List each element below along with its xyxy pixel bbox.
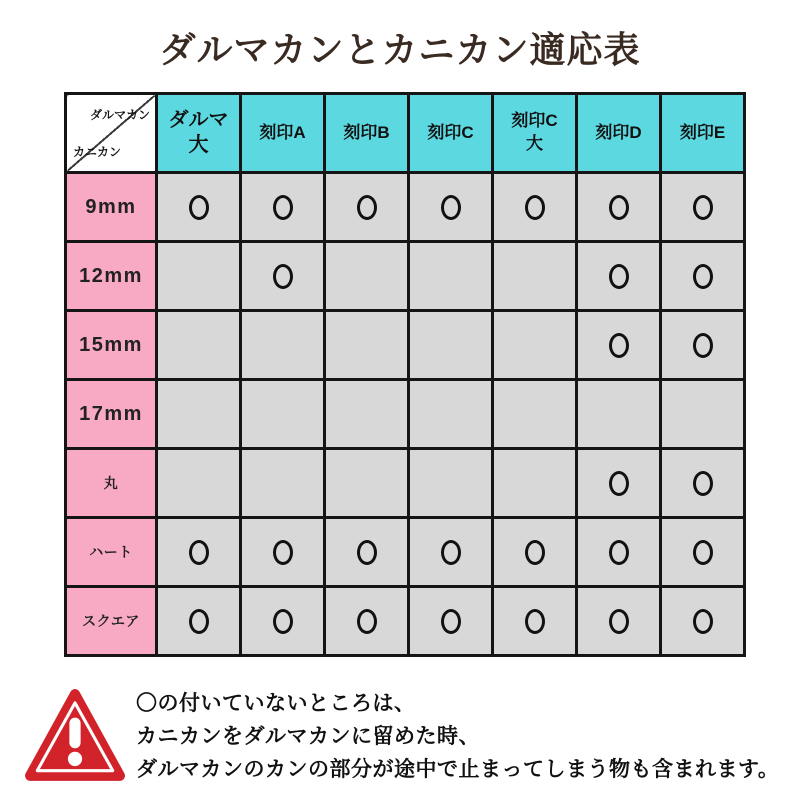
cell-r6-c4 — [493, 587, 577, 656]
note-line-3: ダルマカンのカンの部分が途中で止まってしまう物も含まれます。 — [136, 757, 780, 781]
col-header-6: 刻印E — [661, 94, 745, 173]
corner-label-kanikan: カニカン — [73, 145, 122, 159]
circle-mark — [273, 264, 293, 289]
circle-mark — [525, 540, 545, 565]
cell-r3-c6 — [661, 380, 745, 449]
circle-mark — [693, 333, 713, 358]
circle-mark — [693, 540, 713, 565]
cell-r6-c2 — [325, 587, 409, 656]
circle-mark — [357, 609, 377, 634]
cell-r5-c1 — [241, 518, 325, 587]
circle-mark — [609, 264, 629, 289]
row-header-5: ハート — [66, 518, 157, 587]
col-header-3: 刻印C — [409, 94, 493, 173]
row-header-0: 9mm — [66, 173, 157, 242]
cell-r2-c2 — [325, 311, 409, 380]
col-header-4: 刻印C 大 — [493, 94, 577, 173]
cell-r2-c0 — [157, 311, 241, 380]
cell-r1-c6 — [661, 242, 745, 311]
warning-triangle-icon — [24, 688, 126, 786]
cell-r4-c1 — [241, 449, 325, 518]
circle-mark — [189, 609, 209, 634]
cell-r1-c2 — [325, 242, 409, 311]
cell-r6-c6 — [661, 587, 745, 656]
cell-r4-c6 — [661, 449, 745, 518]
cell-r0-c1 — [241, 173, 325, 242]
cell-r1-c1 — [241, 242, 325, 311]
circle-mark — [693, 195, 713, 220]
circle-mark — [189, 195, 209, 220]
cell-r4-c5 — [577, 449, 661, 518]
circle-mark — [693, 264, 713, 289]
cell-r1-c3 — [409, 242, 493, 311]
cell-r6-c5 — [577, 587, 661, 656]
cell-r5-c5 — [577, 518, 661, 587]
circle-mark — [609, 471, 629, 496]
circle-mark — [609, 540, 629, 565]
row-header-6: スクエア — [66, 587, 157, 656]
cell-r5-c2 — [325, 518, 409, 587]
note-text — [136, 688, 779, 787]
cell-r0-c6 — [661, 173, 745, 242]
col-header-1: 刻印A — [241, 94, 325, 173]
circle-mark — [273, 195, 293, 220]
cell-r3-c2 — [325, 380, 409, 449]
cell-r6-c0 — [157, 587, 241, 656]
circle-mark — [357, 540, 377, 565]
cell-r3-c4 — [493, 380, 577, 449]
circle-mark — [273, 540, 293, 565]
cell-r3-c5 — [577, 380, 661, 449]
cell-r4-c0 — [157, 449, 241, 518]
note-line-2: カニカンをダルマカンに留めた時、 — [136, 724, 480, 748]
circle-mark — [693, 609, 713, 634]
circle-mark — [609, 333, 629, 358]
circle-mark — [441, 195, 461, 220]
circle-mark — [609, 195, 629, 220]
circle-mark — [525, 609, 545, 634]
circle-mark — [441, 609, 461, 634]
cell-r3-c0 — [157, 380, 241, 449]
cell-r5-c0 — [157, 518, 241, 587]
cell-r3-c3 — [409, 380, 493, 449]
circle-mark — [357, 195, 377, 220]
cell-r0-c5 — [577, 173, 661, 242]
corner-cell — [66, 94, 157, 173]
cell-r0-c0 — [157, 173, 241, 242]
cell-r0-c4 — [493, 173, 577, 242]
cell-r3-c1 — [241, 380, 325, 449]
circle-mark — [441, 540, 461, 565]
circle-mark — [189, 540, 209, 565]
cell-r6-c3 — [409, 587, 493, 656]
cell-r4-c4 — [493, 449, 577, 518]
cell-r2-c1 — [241, 311, 325, 380]
circle-mark — [525, 195, 545, 220]
exclamation-bar — [69, 718, 80, 749]
col-header-2: 刻印B — [325, 94, 409, 173]
cell-r0-c2 — [325, 173, 409, 242]
row-header-4: 丸 — [66, 449, 157, 518]
cell-r2-c6 — [661, 311, 745, 380]
cell-r4-c3 — [409, 449, 493, 518]
col-header-5: 刻印D — [577, 94, 661, 173]
circle-mark — [609, 609, 629, 634]
cell-r1-c4 — [493, 242, 577, 311]
cell-r1-c5 — [577, 242, 661, 311]
circle-mark — [273, 609, 293, 634]
exclamation-dot — [68, 752, 82, 766]
corner-label-darumakan: ダルマカン — [89, 108, 150, 122]
note-line-1: 〇の付いていないところは、 — [136, 692, 416, 715]
col-header-0: ダルマ 大 — [157, 94, 241, 173]
cell-r2-c5 — [577, 311, 661, 380]
cell-r6-c1 — [241, 587, 325, 656]
cell-r5-c6 — [661, 518, 745, 587]
cell-r0-c3 — [409, 173, 493, 242]
cell-r2-c3 — [409, 311, 493, 380]
cell-r5-c4 — [493, 518, 577, 587]
cell-r1-c0 — [157, 242, 241, 311]
cell-r5-c3 — [409, 518, 493, 587]
row-header-1: 12mm — [66, 242, 157, 311]
cell-r2-c4 — [493, 311, 577, 380]
warning-note — [24, 688, 794, 787]
row-header-3: 17mm — [66, 380, 157, 449]
compat-table — [64, 92, 746, 657]
page-title: ダルマカンとカニカン適応表 — [159, 29, 641, 70]
row-header-2: 15mm — [66, 311, 157, 380]
circle-mark — [693, 471, 713, 496]
cell-r4-c2 — [325, 449, 409, 518]
